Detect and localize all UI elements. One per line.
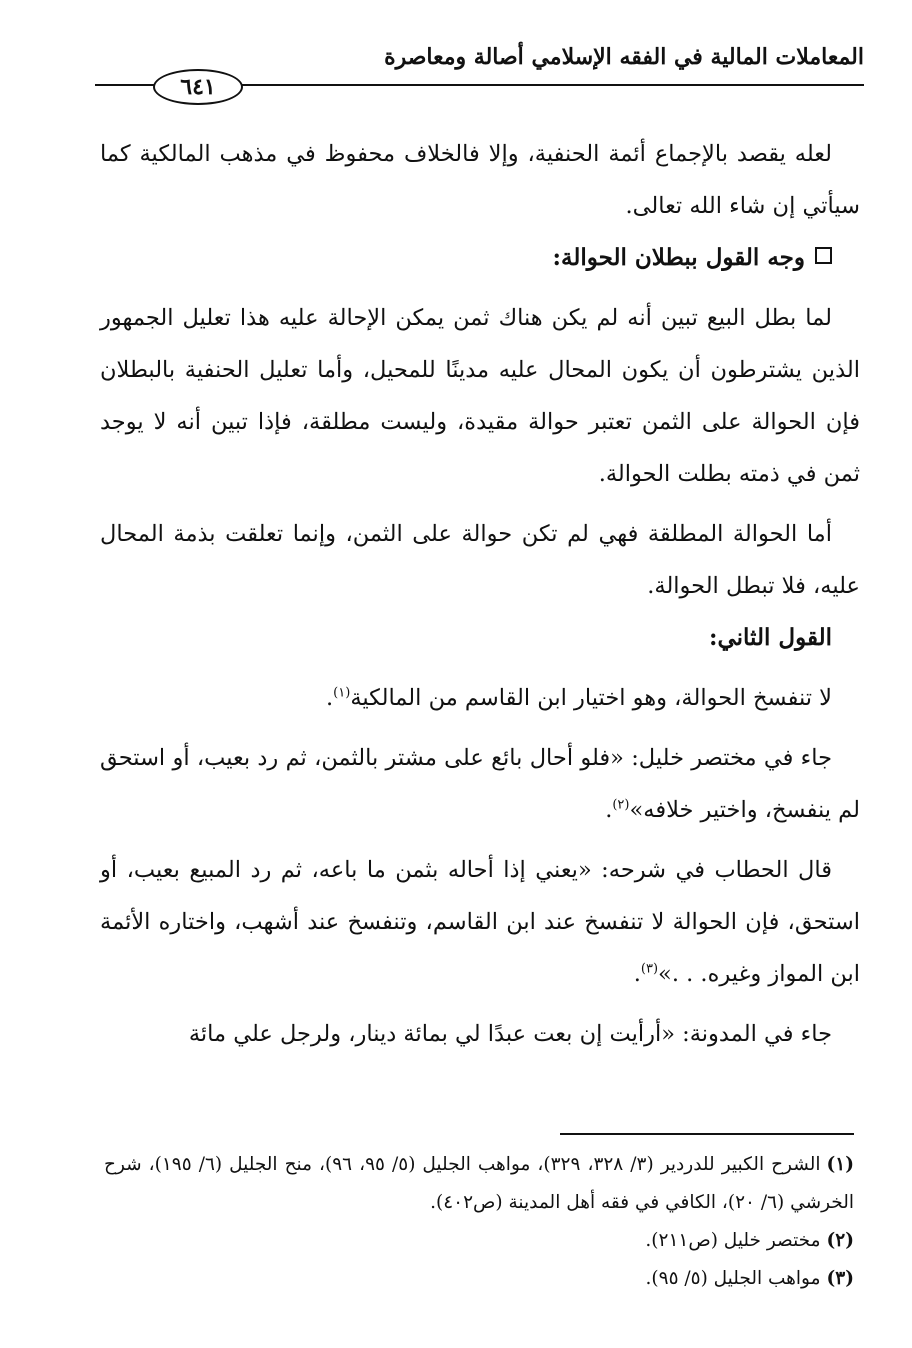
book-title: المعاملات المالية في الفقه الإسلامي أصالة ومعاصرة xyxy=(384,44,864,70)
paragraph xyxy=(100,844,860,1000)
section-heading-text: وجه القول ببطلان الحوالة: xyxy=(552,244,805,271)
paragraph: لعله يقصد بالإجماع أئمة الحنفية، وإلا فالخلاف محفوظ في مذهب المالكية كما سيأتي إن شاء الله تعالى. xyxy=(100,141,860,219)
paragraph: أما الحوالة المطلقة فهي لم تكن حوالة على الثمن، وإنما تعلقت بذمة المحال عليه، فلا تبطل الحوالة. xyxy=(100,521,860,599)
footnote-number: (٣) xyxy=(826,1268,854,1289)
paragraph-text: جاء في مختصر خليل: «فلو أحال بائع على مشتر بالثمن، ثم رد بعيب، أو استحق لم ينفسخ، واختير خلافه» xyxy=(100,745,860,823)
paragraph-text: قال الحطاب في شرحه: «يعني إذا أحاله بثمن ما باعه، ثم رد المبيع بعيب، أو استحق، فإن الحوالة لا تنفسخ عند ابن القاسم، وتنفسخ عند أشهب، واختاره الأئمة ابن المواز وغيره. . .» xyxy=(100,857,860,987)
footnote-item xyxy=(104,1260,854,1298)
paragraph xyxy=(100,732,860,836)
page-body xyxy=(100,128,860,1060)
page-header xyxy=(95,44,864,104)
footnote-item xyxy=(104,1222,854,1260)
footnote-number: (٢) xyxy=(826,1230,854,1251)
footnote-ref[interactable]: (٢) xyxy=(612,797,630,813)
section-heading xyxy=(100,232,860,284)
paragraph: لما بطل البيع تبين أنه لم يكن هناك ثمن يمكن الإحالة عليه هذا تعليل الجمهور الذين يشترطون أن يكون المحال عليه مدينًا للمحيل، وأما تعليل الحنفية بالبطلان فإن الحوالة على الثمن تعتبر حوالة مقيدة، وليست مطلقة، فإذا تبين أنه لا يوجد ثمن في ذمته بطلت الحوالة. xyxy=(100,305,860,487)
footnote-number: (١) xyxy=(826,1154,854,1175)
footnote-text: الشرح الكبير للدردير (٣/ ٣٢٨، ٣٢٩)، مواهب الجليل (٥/ ٩٥، ٩٦)، منح الجليل (٦/ ١٩٥)، شرح الخرشي (٦/ ٢٠)، الكافي في فقه أهل المدينة (ص٤٠٢). xyxy=(104,1154,854,1213)
paragraph-end: . xyxy=(326,685,334,711)
paragraph-end: . xyxy=(605,797,613,823)
footnote-rule xyxy=(560,1133,854,1135)
footnote-text: مختصر خليل (ص٢١١). xyxy=(645,1230,821,1251)
footnote-ref[interactable]: (٣) xyxy=(640,961,659,977)
paragraph: جاء في المدونة: «أرأيت إن بعت عبدًا لي بمائة دينار، ولرجل علي مائة xyxy=(188,1021,832,1047)
footnotes xyxy=(104,1146,854,1298)
footnote-ref[interactable]: (١) xyxy=(333,685,351,701)
paragraph-end: . xyxy=(633,961,641,987)
footnote-text: مواهب الجليل (٥/ ٩٥). xyxy=(645,1268,821,1289)
section-heading: القول الثاني: xyxy=(708,624,832,651)
paragraph xyxy=(100,672,860,724)
page-number: ٦٤١ xyxy=(153,69,243,105)
footnote-item xyxy=(104,1146,854,1222)
paragraph-text: لا تنفسخ الحوالة، وهو اختيار ابن القاسم من المالكية xyxy=(350,685,832,711)
checkbox-square-icon xyxy=(815,247,832,264)
